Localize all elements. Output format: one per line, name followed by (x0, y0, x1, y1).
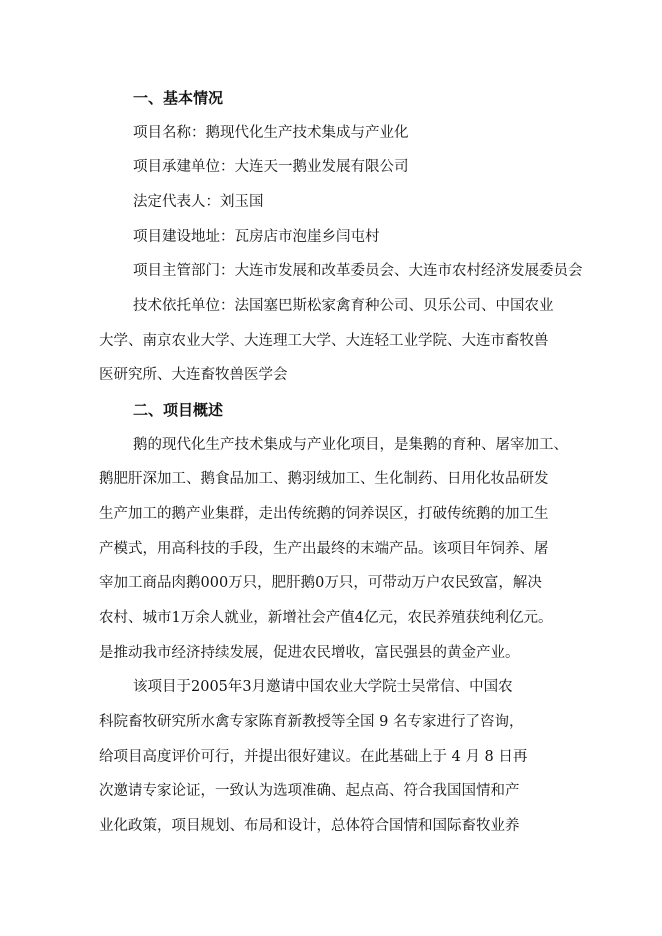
project-name-line: 项目名称：鹅现代化生产技术集成与产业化 (133, 125, 409, 141)
paragraph-line: 科院畜牧研究所水禽专家陈育新教授等全国 9 名专家进行了咨询， (99, 714, 524, 730)
paragraph-line: 该项目于2005年3月邀请中国农业大学院士吴常信、中国农 (133, 679, 513, 695)
paragraph-line: 宰加工商品肉鹅000万只，肥肝鹅0万只，可带动万户农民致富，解决 (99, 575, 542, 591)
paragraph-line: 产模式，用高科技的手段，生产出最终的末端产品。该项目年饲养、屠 (99, 541, 549, 557)
paragraph-line: 业化政策，项目规划、布局和设计，总体符合国情和国际畜牧业养 (99, 818, 520, 834)
legal-representative-line: 法定代表人：刘玉国 (133, 194, 264, 210)
authority-line: 项目主管部门：大连市发展和改革委员会、大连市农村经济发展委员会 (133, 263, 583, 279)
paragraph-line: 鹅的现代化生产技术集成与产业化项目，是集鹅的育种、屠宰加工、 (133, 437, 568, 453)
paragraph-line: 次邀请专家论证，一致认为选项准确、起点高、符合我国国情和产 (99, 783, 520, 799)
project-address-line: 项目建设地址：瓦房店市泡崖乡闫屯村 (133, 229, 380, 245)
tech-support-line: 技术依托单位：法国塞巴斯松家禽育种公司、贝乐公司、中国农业 (133, 298, 554, 314)
paragraph-line: 是推动我市经济持续发展，促进农民增收，富民强县的黄金产业。 (99, 645, 520, 661)
section-heading-overview: 二、项目概述 (133, 401, 224, 419)
section-heading-basic-info: 一、基本情况 (133, 89, 224, 107)
tech-support-line: 大学、南京农业大学、大连理工大学、大连轻工业学院、大连市畜牧兽 (99, 333, 549, 349)
tech-support-line: 医研究所、大连畜牧兽医学会 (99, 367, 288, 383)
paragraph-line: 农村、城市1万余人就业，新增社会产值4亿元，农民养殖获纯利亿元。 (99, 610, 553, 626)
paragraph-line: 给项目高度评价可行，并提出很好建议。在此基础上于 4 月 8 日再 (99, 749, 528, 765)
paragraph-line: 鹅肥肝深加工、鹅食品加工、鹅羽绒加工、生化制药、日用化妆品研发 (99, 471, 549, 487)
paragraph-line: 生产加工的鹅产业集群，走出传统鹅的饲养误区，打破传统鹅的加工生 (99, 506, 549, 522)
undertaking-unit-line: 项目承建单位：大连天一鹅业发展有限公司 (133, 159, 409, 175)
